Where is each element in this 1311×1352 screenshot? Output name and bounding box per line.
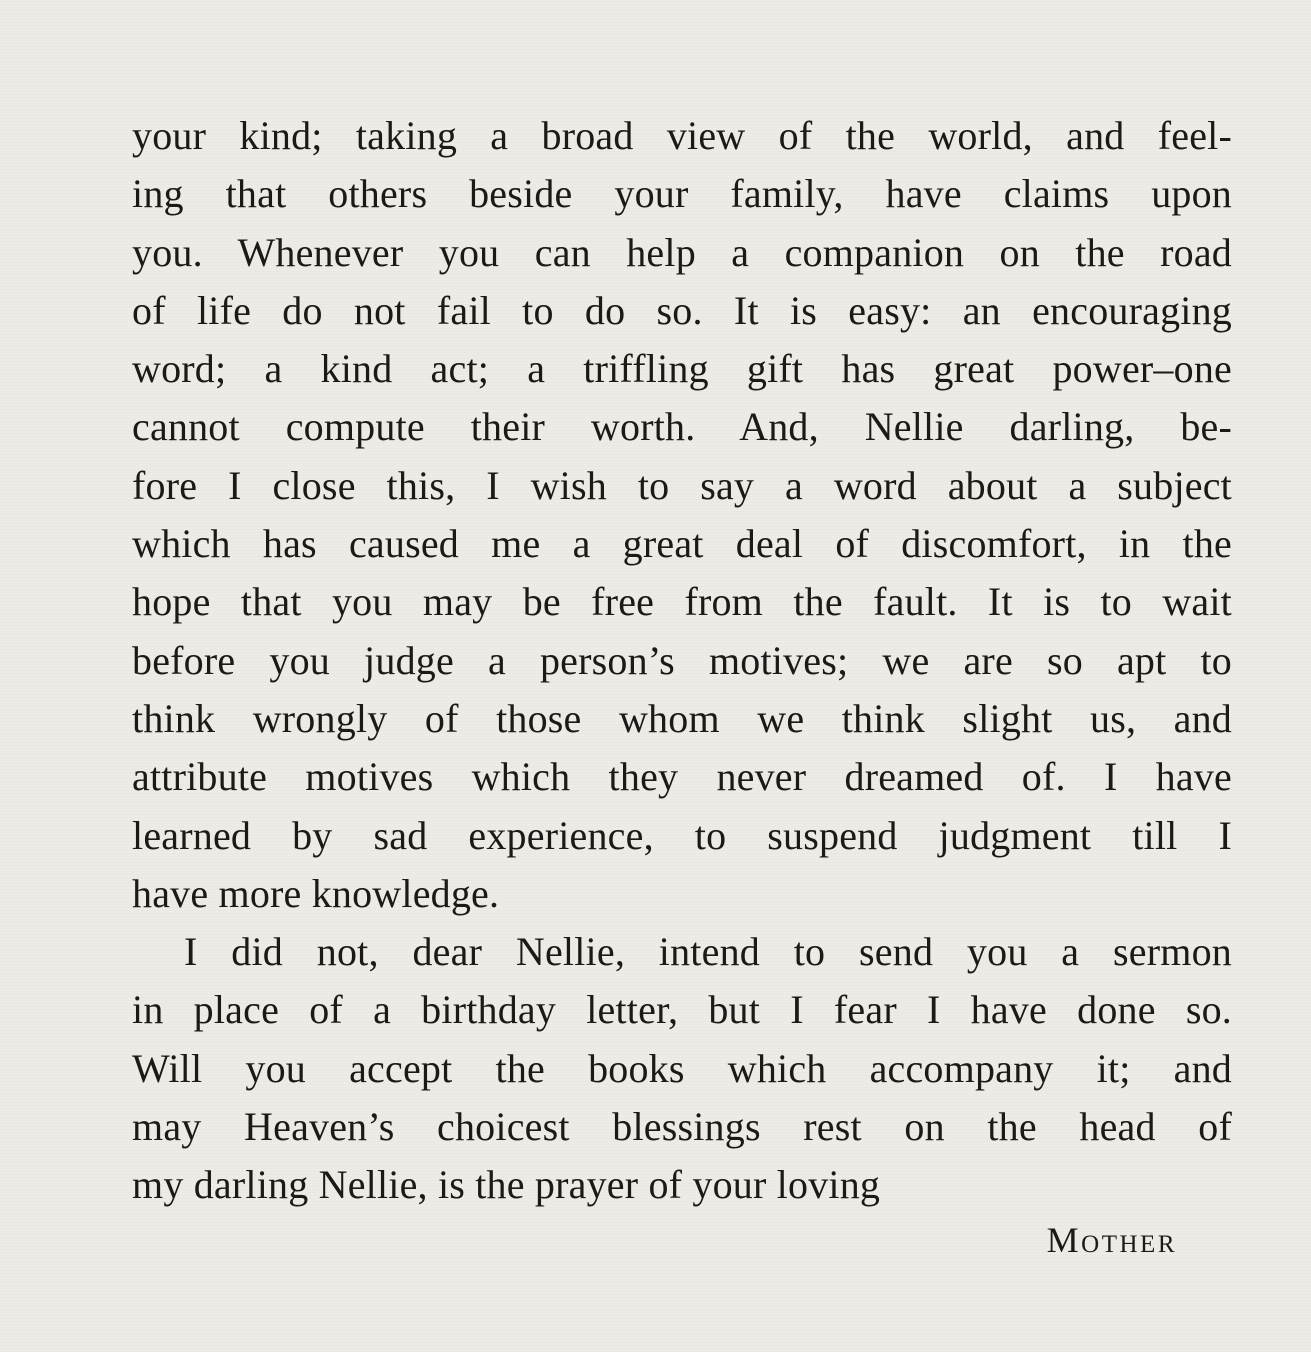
text-line: before you judge a person’s motives; we are so apt to (132, 637, 1232, 683)
text-line: Will you accept the books which accompany it; and (132, 1045, 1232, 1091)
signature: Mother (1046, 1220, 1177, 1260)
text-line: think wrongly of those whom we think slight us, and (132, 695, 1232, 741)
text-line: in place of a birthday letter, but I fear I have done so. (132, 987, 1232, 1033)
letter-body (132, 107, 1232, 1215)
text-line: my darling Nellie, is the prayer of your loving (132, 1162, 881, 1208)
text-line: of life do not fail to do so. It is easy: an encouraging (132, 287, 1232, 333)
text-line: your kind; taking a broad view of the world, and feel- (132, 113, 1232, 158)
text-line: ing that others beside your family, have claims upon (132, 171, 1232, 217)
text-line: which has caused me a great deal of discomfort, in the (132, 521, 1232, 567)
text-line: may Heaven’s choicest blessings rest on the head of (132, 1104, 1232, 1150)
text-line: I did not, dear Nellie, intend to send you a sermon (184, 929, 1232, 975)
text-line: fore I close this, I wish to say a word about a subject (132, 462, 1232, 508)
text-line: cannot compute their worth. And, Nellie darling, be- (132, 404, 1232, 450)
text-line: have more knowledge. (132, 870, 500, 916)
text-line: you. Whenever you can help a companion on the road (132, 229, 1232, 275)
text-line: learned by sad experience, to suspend judgment till I (132, 812, 1232, 858)
text-line: word; a kind act; a triffling gift has great power–one (132, 346, 1232, 392)
text-line: attribute motives which they never dreamed of. I have (132, 754, 1232, 800)
text-line: hope that you may be free from the fault. It is to wait (132, 579, 1232, 625)
